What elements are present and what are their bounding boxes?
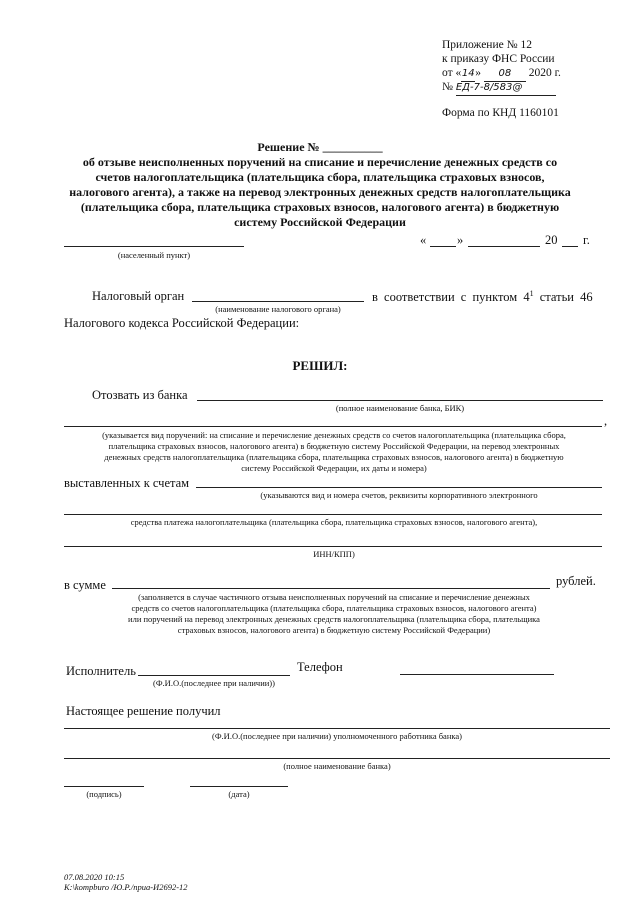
date-year-field[interactable] <box>562 246 578 247</box>
accounts-caption-2: средства платежа налогоплательщика (плательщика сбора, плательщика страховых взносов, налогового агента), <box>130 517 538 527</box>
accounts-field-3[interactable] <box>64 546 602 547</box>
bank-name-caption: (полное наименование банка, БИК) <box>335 403 465 413</box>
handwritten-order-number: ЕД-7-8/583@ <box>456 81 556 96</box>
orders-caption-1: (указывается вид поручений: на списание и перечисление денежных средств со счетов налогоплательщика (плательщика сбора, <box>102 430 566 440</box>
receipt-date-caption: (дата) <box>228 789 250 799</box>
handwritten-day: 14 <box>461 67 475 82</box>
bank-employee-caption: (Ф.И.О.(последнее при наличии) уполномоченного работника банка) <box>212 731 462 741</box>
orders-caption-2: плательщика страховых взносов, налогового агента) в бюджетную систему Российской Федерации, на перевод электронных <box>108 441 560 451</box>
handwritten-month: 08 <box>484 67 526 82</box>
received-label: Настоящее решение получил <box>66 704 221 718</box>
title-line-2: счетов налогоплательщика (плательщика сбора, плательщика страховых взносов, <box>95 170 545 184</box>
executor-name-field[interactable] <box>138 675 290 676</box>
form-code: Форма по КНД 1160101 <box>442 107 559 119</box>
amount-caption-4: страховых взносов, налогового агента) в бюджетную систему Российской Федерации) <box>177 625 491 635</box>
footer-path: K:\kompburo /Ю.Р./приа-И2692-12 <box>64 882 188 892</box>
title-line-1: об отзыве неисполненных поручений на списание и перечисление денежных средств со <box>82 155 558 169</box>
accounts-caption-3: ИНН/КПП) <box>313 549 355 559</box>
tax-organ-field[interactable] <box>192 301 364 302</box>
amount-unit: рублей. <box>556 574 596 588</box>
accounts-field-2[interactable] <box>64 514 602 515</box>
accounts-label: выставленных к счетам <box>64 476 190 490</box>
date-month-field[interactable] <box>468 246 540 247</box>
accounts-field[interactable] <box>196 487 602 488</box>
date-open-quote: « <box>420 233 427 247</box>
place-field[interactable] <box>64 246 244 247</box>
orders-caption-4: систему Российской Федерации, их даты и номера) <box>241 463 427 473</box>
bank-name-field[interactable] <box>197 400 603 401</box>
received-bank-field[interactable] <box>64 758 610 759</box>
amount-caption-1: (заполняется в случае частичного отзыва неисполненных поручений на списание и перечисление денежных <box>138 592 530 602</box>
signature-field[interactable] <box>64 786 144 787</box>
accounts-caption-1: (указываются вид и номера счетов, реквизиты корпоративного электронного <box>260 490 538 500</box>
amount-caption-3: или поручений на перевод электронных денежных средств налогоплательщика (плательщика сбора, плательщика <box>128 614 540 624</box>
place-caption: (населенный пункт) <box>117 250 191 260</box>
order-number: № ЕД-7-8/583@ <box>442 80 602 96</box>
date-year-suffix: г. <box>583 233 590 247</box>
order-reference: к приказу ФНС России <box>442 53 555 65</box>
tax-organ-label: Налоговый орган <box>92 289 185 303</box>
phone-label: Телефон <box>297 660 343 674</box>
tax-code-name: Налогового кодекса Российской Федерации: <box>64 316 300 330</box>
date-year-prefix: 20 <box>545 233 558 247</box>
executor-label: Исполнитель <box>66 664 136 678</box>
title-line-4: (плательщика сбора, плательщика страховых взносов, налогового агента) в бюджетную <box>80 200 560 214</box>
executor-caption: (Ф.И.О.(последнее при наличии)) <box>153 678 275 688</box>
date-day-field[interactable] <box>430 246 456 247</box>
title-line-3: налогового агента), а также на перевод электронных денежных средств налогоплательщика <box>69 185 571 199</box>
comma: , <box>604 414 608 428</box>
tax-organ-caption: (наименование налогового органа) <box>215 304 341 314</box>
received-bank-caption: (полное наименование банка) <box>283 761 391 771</box>
orders-field[interactable] <box>64 426 602 427</box>
amount-label: в сумме <box>64 578 106 592</box>
signature-caption: (подпись) <box>86 789 122 799</box>
footer-timestamp: 07.08.2020 10:15 <box>64 872 125 882</box>
title-line-5: систему Российской Федерации <box>234 215 406 229</box>
appendix-number: Приложение № 12 <box>442 39 532 51</box>
orders-caption-3: денежных средств налогоплательщика (плательщика сбора, плательщика страховых взносов, налогового агента) в бюджетную <box>104 452 564 462</box>
bank-employee-field[interactable] <box>64 728 610 729</box>
tax-code-reference: в соответствии с пунктом $4^1$ статьи 46 <box>372 289 593 305</box>
receipt-date-field[interactable] <box>190 786 288 787</box>
amount-caption-2: средств со счетов налогоплательщика (плательщика сбора, плательщика страховых взносов, налогового агента) <box>131 603 537 613</box>
amount-field[interactable] <box>112 588 550 589</box>
decision-number: Решение № __________ <box>257 140 383 154</box>
phone-field[interactable] <box>400 674 554 675</box>
order-date: от «14» 08 2020 г. <box>442 66 602 82</box>
recall-label: Отозвать из банка <box>92 388 188 402</box>
decided-heading: РЕШИЛ: <box>292 358 348 373</box>
date-close-quote: » <box>457 233 464 247</box>
